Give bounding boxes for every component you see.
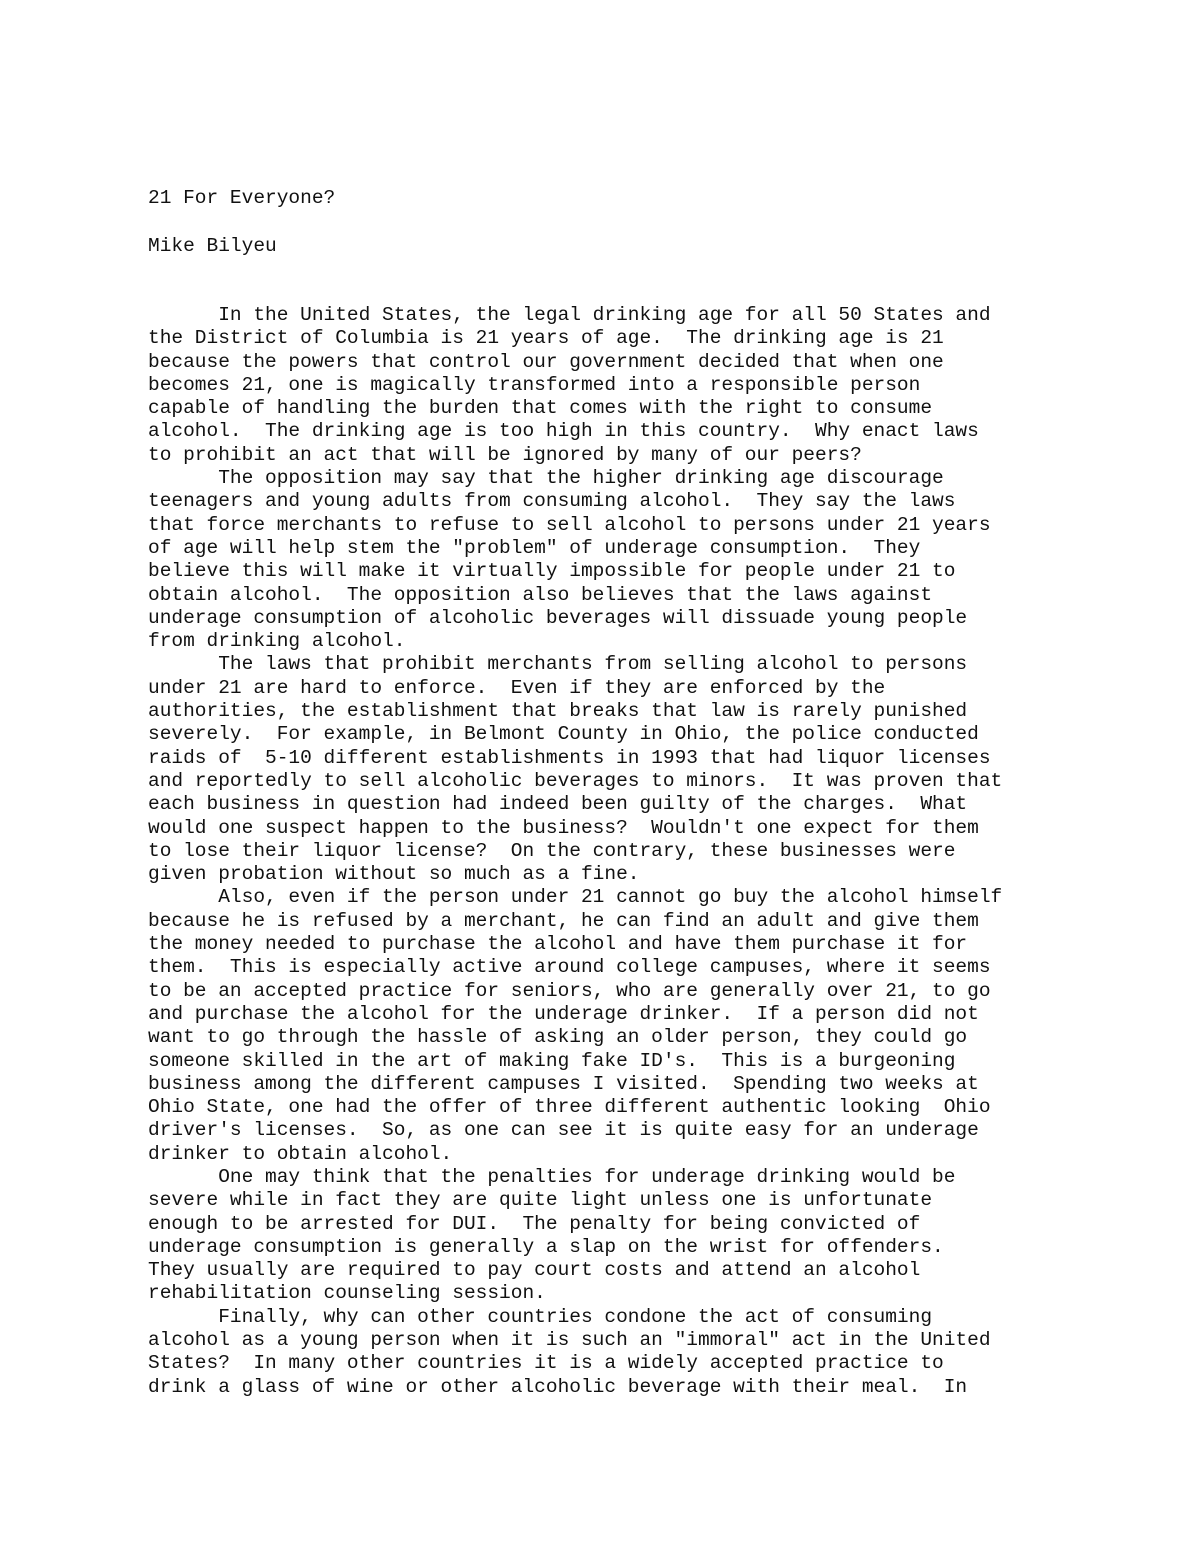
text-line: One may think that the penalties for underage drinking would be	[148, 1165, 956, 1188]
text-line: to prohibit an act that will be ignored by many of our peers?	[148, 443, 862, 466]
text-line: of age will help stem the "problem" of underage consumption. They	[148, 536, 921, 559]
text-line: enough to be arrested for DUI. The penalty for being convicted of	[148, 1212, 921, 1235]
text-line: Also, even if the person under 21 cannot go buy the alcohol himself	[148, 886, 1003, 909]
text-line: and purchase the alcohol for the underage drinker. If a person did not	[148, 1002, 979, 1025]
text-line: underage consumption of alcoholic beverages will dissuade young people	[148, 606, 968, 629]
text-line: would one suspect happen to the business? Wouldn't one expect for them	[148, 816, 979, 839]
text-line: severely. For example, in Belmont County in Ohio, the police conducted	[148, 723, 979, 746]
text-line: business among the different campuses I visited. Spending two weeks at	[148, 1072, 979, 1095]
text-line: becomes 21, one is magically transformed into a responsible person	[148, 373, 921, 396]
text-line: severe while in fact they are quite light unless one is unfortunate	[148, 1189, 933, 1212]
document-body	[148, 304, 1188, 1399]
text-line: In the United States, the legal drinking age for all 50 States and	[148, 304, 991, 326]
text-line: alcohol. The drinking age is too high in this country. Why enact laws	[148, 420, 979, 443]
text-line: someone skilled in the art of making fake ID's. This is a burgeoning	[148, 1049, 956, 1072]
text-line: the money needed to purchase the alcohol and have them purchase it for	[148, 933, 968, 956]
text-line: Ohio State, one had the offer of three different authentic looking Ohio	[148, 1096, 991, 1119]
document-page	[148, 187, 1188, 1398]
text-line: each business in question had indeed been guilty of the charges. What	[148, 793, 968, 816]
text-line: obtain alcohol. The opposition also believes that the laws against	[148, 583, 933, 606]
text-line: drinker to obtain alcohol.	[148, 1142, 453, 1165]
text-line: teenagers and young adults from consuming alcohol. They say the laws	[148, 490, 956, 513]
text-line: because the powers that control our government decided that when one	[148, 350, 944, 373]
text-line: that force merchants to refuse to sell alcohol to persons under 21 years	[148, 513, 991, 536]
text-line: the District of Columbia is 21 years of age. The drinking age is 21	[148, 327, 944, 350]
text-line: want to go through the hassle of asking an older person, they could go	[148, 1026, 968, 1049]
document-author: Mike Bilyeu	[148, 235, 277, 258]
text-line: them. This is especially active around college campuses, where it seems	[148, 956, 991, 979]
text-line: The laws that prohibit merchants from selling alcohol to persons	[148, 653, 968, 676]
text-line: alcohol as a young person when it is such an "immoral" act in the United	[148, 1329, 991, 1352]
text-line: underage consumption is generally a slap on the wrist for offenders.	[148, 1235, 944, 1258]
text-line: authorities, the establishment that breaks that law is rarely punished	[148, 700, 968, 723]
text-line: capable of handling the burden that comes with the right to consume	[148, 397, 933, 420]
text-line: Finally, why can other countries condone the act of consuming	[148, 1305, 933, 1328]
document-title: 21 For Everyone?	[148, 187, 336, 209]
text-line: believe this will make it virtually impossible for people under 21 to	[148, 560, 956, 583]
text-line: because he is refused by a merchant, he can find an adult and give them	[148, 909, 979, 932]
text-line: States? In many other countries it is a widely accepted practice to	[148, 1352, 944, 1375]
text-line: raids of 5-10 different establishments in 1993 that had liquor licenses	[148, 746, 991, 769]
text-line: drink a glass of wine or other alcoholic beverage with their meal. In	[148, 1375, 968, 1398]
text-line: The opposition may say that the higher drinking age discourage	[148, 467, 944, 490]
text-line: driver's licenses. So, as one can see it is quite easy for an underage	[148, 1119, 979, 1142]
text-line: to lose their liquor license? On the contrary, these businesses were	[148, 839, 956, 862]
text-line: and reportedly to sell alcoholic beverages to minors. It was proven that	[148, 769, 1003, 792]
text-line: to be an accepted practice for seniors, who are generally over 21, to go	[148, 979, 991, 1002]
text-line: from drinking alcohol.	[148, 630, 406, 653]
text-line: given probation without so much as a fine.	[148, 863, 640, 886]
text-line: rehabilitation counseling session.	[148, 1282, 546, 1305]
text-line: They usually are required to pay court costs and attend an alcohol	[148, 1259, 921, 1282]
text-line: under 21 are hard to enforce. Even if they are enforced by the	[148, 676, 886, 699]
